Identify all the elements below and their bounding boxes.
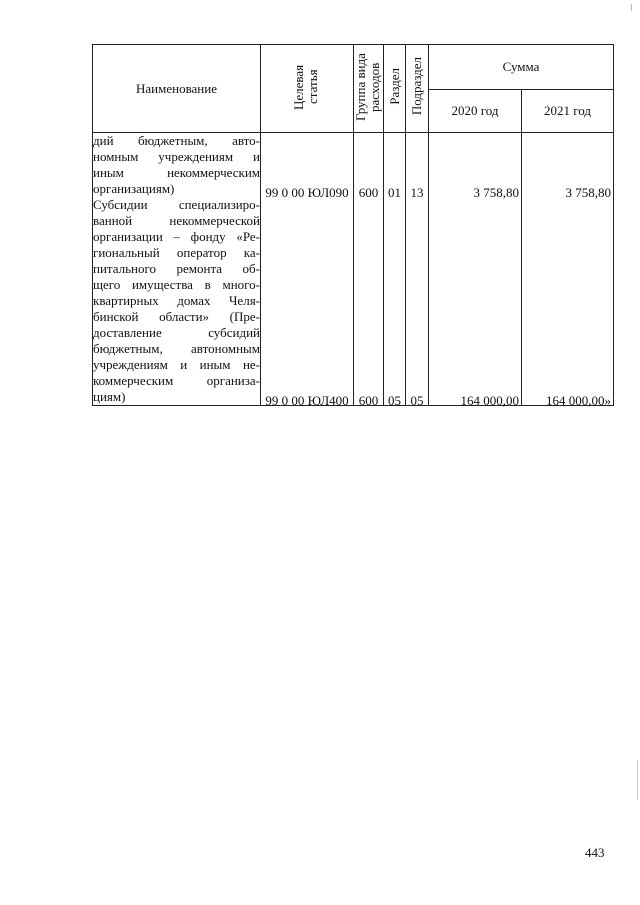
name-line: циям)	[93, 389, 126, 404]
header-subsection-text: Подраздел	[409, 57, 424, 116]
name-line: квартирных домах Челя-	[93, 293, 260, 308]
name-line: ванной некоммерческой	[93, 213, 260, 228]
header-year-2020: 2020 год	[429, 90, 522, 133]
target-code: 99 0 00 ЮЛ090	[265, 185, 349, 200]
header-section-text: Раздел	[386, 68, 402, 105]
header-name: Наименование	[93, 45, 261, 133]
section-code: 05	[388, 393, 401, 408]
name-line: организации – фонду «Ре-	[93, 229, 260, 244]
name-line: питального ремонта об-	[93, 261, 260, 276]
name-line: щего имущества в много-	[93, 277, 260, 292]
subsection-code: 05	[410, 393, 424, 408]
name-line: Субсидии специализиро-	[93, 197, 260, 212]
subsection-code: 13	[410, 185, 424, 200]
header-group	[354, 45, 384, 133]
header-row-top	[93, 45, 614, 90]
sum-2021-cell	[522, 133, 614, 406]
subsection-cell	[406, 133, 429, 406]
header-sum: Сумма	[429, 45, 614, 90]
name-line: гиональный оператор ка-	[93, 245, 260, 260]
header-target-text: Целевая статья	[291, 63, 320, 110]
name-line: доставление субсидий	[93, 325, 260, 340]
sum-2020-cell	[429, 133, 522, 406]
sum-2021-value: 3 758,80	[565, 185, 611, 200]
name-cell	[93, 133, 261, 406]
target-code: 99 0 00 ЮЛ400	[265, 393, 349, 408]
budget-table	[92, 44, 614, 406]
target-cell	[261, 133, 354, 406]
header-section	[384, 45, 406, 133]
name-line: иным некоммерческим	[93, 165, 260, 180]
name-line: бюджетным, автономным	[93, 341, 260, 356]
name-line: организациям)	[93, 181, 175, 196]
header-year-2021: 2021 год	[522, 90, 614, 133]
name-line: бинской области» (Пре-	[93, 309, 260, 324]
group-code: 600	[358, 185, 379, 200]
sum-2020-value: 164 000,00	[460, 393, 519, 408]
header-target	[261, 45, 354, 133]
section-code: 01	[388, 185, 401, 200]
group-code: 600	[358, 393, 379, 408]
scan-mark	[631, 4, 632, 11]
header-subsection	[406, 45, 429, 133]
header-group-text: Группа вида расходов	[353, 52, 382, 121]
name-line: коммерческим организа-	[93, 373, 260, 388]
name-line: дий бюджетным, авто-	[93, 133, 260, 148]
scan-edge-mark	[637, 760, 638, 800]
section-cell	[384, 133, 406, 406]
page-number: 443	[585, 845, 605, 860]
table-row	[93, 133, 614, 406]
sum-2021-value: 164 000,00»	[546, 393, 611, 408]
name-line: учреждениям и иным не-	[93, 357, 260, 372]
sum-2020-value: 3 758,80	[473, 185, 519, 200]
name-line: номным учреждениям и	[93, 149, 260, 164]
group-cell	[354, 133, 384, 406]
